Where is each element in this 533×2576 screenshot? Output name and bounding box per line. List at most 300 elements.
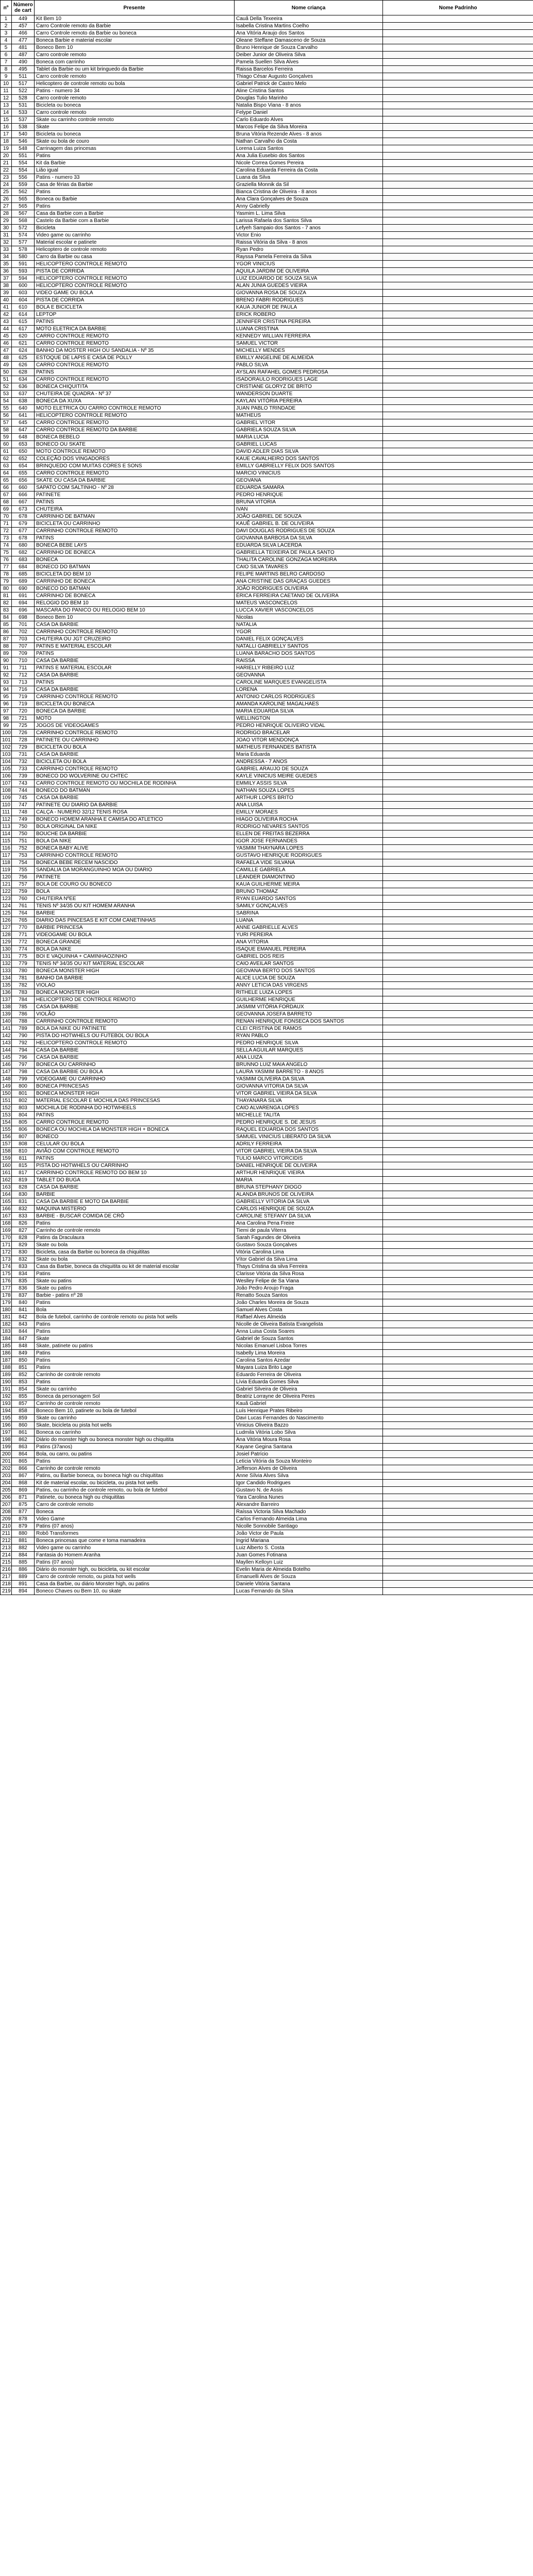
cell-godparent-name[interactable] xyxy=(383,1408,533,1415)
cell-child-name[interactable]: WELLINGTON xyxy=(235,715,383,722)
table-row[interactable] xyxy=(1,253,533,261)
table-row[interactable] xyxy=(1,1148,533,1155)
table-row[interactable] xyxy=(1,455,533,463)
cell-gift[interactable]: BONECA GRANDE xyxy=(35,939,235,946)
cell-gift[interactable]: PATINS xyxy=(35,369,235,376)
cell-card-number[interactable]: 621 xyxy=(12,340,35,347)
cell-gift[interactable]: VIOLÃO xyxy=(35,1011,235,1018)
cell-index[interactable]: 164 xyxy=(1,1191,12,1198)
cell-card-number[interactable]: 860 xyxy=(12,1422,35,1429)
cell-godparent-name[interactable] xyxy=(383,766,533,773)
cell-child-name[interactable]: Evelin Maria de Almeida Botelho xyxy=(235,1566,383,1573)
cell-gift[interactable]: TABLET DO BUGA xyxy=(35,1177,235,1184)
cell-card-number[interactable]: 857 xyxy=(12,1400,35,1408)
table-row[interactable] xyxy=(1,419,533,427)
cell-index[interactable]: 110 xyxy=(1,802,12,809)
cell-card-number[interactable]: 832 xyxy=(12,1206,35,1213)
cell-child-name[interactable]: ARTHUR LOPES BRITO xyxy=(235,794,383,802)
cell-child-name[interactable]: EMILLY MORAES xyxy=(235,809,383,816)
cell-godparent-name[interactable] xyxy=(383,398,533,405)
table-row[interactable] xyxy=(1,1256,533,1263)
cell-index[interactable]: 214 xyxy=(1,1552,12,1559)
cell-gift[interactable]: BOI E VAQUINHA + CAMINHAOZINHO xyxy=(35,953,235,960)
cell-godparent-name[interactable] xyxy=(383,679,533,686)
cell-index[interactable]: 132 xyxy=(1,960,12,968)
cell-card-number[interactable]: 728 xyxy=(12,737,35,744)
cell-gift[interactable]: CARRO CONTROLE REMOTO xyxy=(35,333,235,340)
cell-gift[interactable]: Patins (37anos) xyxy=(35,1444,235,1451)
cell-child-name[interactable]: Samuel Alves Costa xyxy=(235,1307,383,1314)
cell-card-number[interactable]: 863 xyxy=(12,1444,35,1451)
table-row[interactable] xyxy=(1,751,533,758)
cell-godparent-name[interactable] xyxy=(383,657,533,665)
table-row[interactable] xyxy=(1,1249,533,1256)
cell-child-name[interactable]: Larissa Rafaela dos Santos Silva xyxy=(235,217,383,225)
cell-gift[interactable]: Barbie - patins nº 28 xyxy=(35,1292,235,1299)
cell-card-number[interactable]: 677 xyxy=(12,528,35,535)
cell-index[interactable]: 149 xyxy=(1,1083,12,1090)
cell-index[interactable]: 41 xyxy=(1,304,12,311)
cell-card-number[interactable]: 894 xyxy=(12,1588,35,1595)
cell-index[interactable]: 43 xyxy=(1,318,12,326)
cell-child-name[interactable]: Vitória Carolina Lima xyxy=(235,1249,383,1256)
cell-godparent-name[interactable] xyxy=(383,1292,533,1299)
cell-gift[interactable]: Patins xyxy=(35,1379,235,1386)
cell-index[interactable]: 22 xyxy=(1,167,12,174)
cell-index[interactable]: 24 xyxy=(1,181,12,189)
cell-godparent-name[interactable] xyxy=(383,434,533,441)
cell-index[interactable]: 40 xyxy=(1,297,12,304)
cell-gift[interactable]: Skate ou carrinho xyxy=(35,1415,235,1422)
table-row[interactable] xyxy=(1,116,533,124)
cell-child-name[interactable]: RITHELE LUIZA LOPES xyxy=(235,989,383,996)
cell-index[interactable]: 136 xyxy=(1,989,12,996)
cell-child-name[interactable]: CLEI CRISTINA DE RAMOS xyxy=(235,1025,383,1032)
cell-child-name[interactable]: Lorena Luiza Santos xyxy=(235,145,383,152)
cell-child-name[interactable]: ANNY LETICIA DAS VIRGENS xyxy=(235,982,383,989)
table-row[interactable] xyxy=(1,383,533,391)
table-row[interactable] xyxy=(1,434,533,441)
cell-card-number[interactable]: 806 xyxy=(12,1126,35,1133)
cell-card-number[interactable]: 577 xyxy=(12,239,35,246)
cell-godparent-name[interactable] xyxy=(383,693,533,701)
cell-card-number[interactable]: 761 xyxy=(12,903,35,910)
table-row[interactable] xyxy=(1,1581,533,1588)
table-row[interactable] xyxy=(1,1270,533,1278)
cell-card-number[interactable]: 780 xyxy=(12,968,35,975)
cell-index[interactable]: 116 xyxy=(1,845,12,852)
cell-index[interactable]: 175 xyxy=(1,1270,12,1278)
cell-index[interactable]: 105 xyxy=(1,766,12,773)
cell-index[interactable]: 211 xyxy=(1,1530,12,1537)
cell-child-name[interactable]: GABRIELLY VITORIA DA SILVA xyxy=(235,1198,383,1206)
cell-child-name[interactable]: EMILLY GABRIELLY FELIX DOS SANTOS xyxy=(235,463,383,470)
cell-gift[interactable]: Boneca ou Barbie xyxy=(35,196,235,203)
cell-gift[interactable]: CASA DA BARBIE xyxy=(35,1047,235,1054)
cell-index[interactable]: 187 xyxy=(1,1357,12,1364)
cell-gift[interactable]: Skate xyxy=(35,1335,235,1343)
cell-index[interactable]: 123 xyxy=(1,895,12,903)
cell-gift[interactable]: Carro da Barbie ou casa xyxy=(35,253,235,261)
cell-godparent-name[interactable] xyxy=(383,405,533,412)
table-row[interactable] xyxy=(1,138,533,145)
cell-godparent-name[interactable] xyxy=(383,1581,533,1588)
cell-child-name[interactable]: MICHELLY MENDES xyxy=(235,347,383,354)
cell-child-name[interactable]: Victor Enio xyxy=(235,232,383,239)
table-row[interactable] xyxy=(1,1191,533,1198)
cell-child-name[interactable]: CAIO AVEILAR SANTOS xyxy=(235,960,383,968)
cell-godparent-name[interactable] xyxy=(383,665,533,672)
table-row[interactable] xyxy=(1,1501,533,1509)
cell-index[interactable]: 109 xyxy=(1,794,12,802)
cell-index[interactable]: 162 xyxy=(1,1177,12,1184)
table-row[interactable] xyxy=(1,1335,533,1343)
table-row[interactable] xyxy=(1,30,533,37)
cell-child-name[interactable]: Marcos Felipe da Silva Moreira xyxy=(235,124,383,131)
cell-gift[interactable]: Boneca da personagem Sol xyxy=(35,1393,235,1400)
cell-child-name[interactable]: João Victor de Paula xyxy=(235,1530,383,1537)
table-row[interactable] xyxy=(1,693,533,701)
cell-child-name[interactable]: ISADORAULO RODRIGUES LAGE xyxy=(235,376,383,383)
cell-index[interactable]: 193 xyxy=(1,1400,12,1408)
cell-godparent-name[interactable] xyxy=(383,23,533,30)
cell-card-number[interactable]: 533 xyxy=(12,109,35,116)
cell-child-name[interactable]: Carolina Santos Azedar xyxy=(235,1357,383,1364)
cell-card-number[interactable]: 832 xyxy=(12,1256,35,1263)
cell-card-number[interactable]: 719 xyxy=(12,701,35,708)
cell-index[interactable]: 90 xyxy=(1,657,12,665)
cell-godparent-name[interactable] xyxy=(383,982,533,989)
cell-godparent-name[interactable] xyxy=(383,44,533,52)
cell-godparent-name[interactable] xyxy=(383,225,533,232)
cell-index[interactable]: 188 xyxy=(1,1364,12,1371)
table-row[interactable] xyxy=(1,823,533,831)
cell-godparent-name[interactable] xyxy=(383,831,533,838)
cell-card-number[interactable]: 881 xyxy=(12,1537,35,1545)
table-row[interactable] xyxy=(1,910,533,917)
cell-child-name[interactable]: RENAN HENRIQUE FONSECA DOS SANTOS xyxy=(235,1018,383,1025)
cell-child-name[interactable]: Weslley Felipe de Sa Viana xyxy=(235,1278,383,1285)
cell-card-number[interactable]: 517 xyxy=(12,80,35,88)
cell-card-number[interactable]: 770 xyxy=(12,924,35,931)
cell-index[interactable]: 96 xyxy=(1,701,12,708)
cell-card-number[interactable]: 884 xyxy=(12,1552,35,1559)
cell-child-name[interactable]: RYAN PABLO xyxy=(235,1032,383,1040)
cell-godparent-name[interactable] xyxy=(383,282,533,290)
table-row[interactable] xyxy=(1,571,533,578)
cell-child-name[interactable]: Gabriel de Souza Santos xyxy=(235,1335,383,1343)
cell-child-name[interactable]: EDUARDA SILVA LACERDA xyxy=(235,542,383,549)
cell-child-name[interactable]: EMMILY ASSIS SILVA xyxy=(235,780,383,787)
table-row[interactable] xyxy=(1,1133,533,1141)
cell-godparent-name[interactable] xyxy=(383,1061,533,1069)
table-row[interactable] xyxy=(1,917,533,924)
cell-godparent-name[interactable] xyxy=(383,1069,533,1076)
cell-index[interactable]: 156 xyxy=(1,1133,12,1141)
cell-index[interactable]: 145 xyxy=(1,1054,12,1061)
cell-index[interactable]: 216 xyxy=(1,1566,12,1573)
cell-index[interactable]: 34 xyxy=(1,253,12,261)
cell-card-number[interactable]: 610 xyxy=(12,304,35,311)
cell-gift[interactable]: CARRO CONTROLE REMOTO xyxy=(35,362,235,369)
table-row[interactable] xyxy=(1,1465,533,1472)
cell-card-number[interactable]: 877 xyxy=(12,1509,35,1516)
cell-card-number[interactable]: 829 xyxy=(12,1242,35,1249)
cell-card-number[interactable]: 828 xyxy=(12,1184,35,1191)
cell-index[interactable]: 4 xyxy=(1,37,12,44)
cell-card-number[interactable]: 682 xyxy=(12,549,35,556)
cell-card-number[interactable]: 840 xyxy=(12,1299,35,1307)
cell-index[interactable]: 125 xyxy=(1,910,12,917)
cell-godparent-name[interactable] xyxy=(383,751,533,758)
table-row[interactable] xyxy=(1,859,533,867)
cell-gift[interactable]: Bola, ou carro, ou patins xyxy=(35,1451,235,1458)
cell-godparent-name[interactable] xyxy=(383,217,533,225)
cell-card-number[interactable]: 831 xyxy=(12,1198,35,1206)
table-row[interactable] xyxy=(1,1184,533,1191)
cell-godparent-name[interactable] xyxy=(383,326,533,333)
cell-gift[interactable]: Carro controle remoto xyxy=(35,95,235,102)
table-row[interactable] xyxy=(1,1379,533,1386)
cell-index[interactable]: 138 xyxy=(1,1004,12,1011)
cell-godparent-name[interactable] xyxy=(383,1588,533,1595)
cell-gift[interactable]: BONECO DO BATMAN xyxy=(35,564,235,571)
cell-gift[interactable]: BONECA BEBE LAYS xyxy=(35,542,235,549)
cell-card-number[interactable]: 755 xyxy=(12,867,35,874)
cell-child-name[interactable]: LUANA CRISTINA xyxy=(235,326,383,333)
cell-godparent-name[interactable] xyxy=(383,1371,533,1379)
cell-godparent-name[interactable] xyxy=(383,1472,533,1480)
cell-child-name[interactable]: Natalia Bispo Viana - 8 anos xyxy=(235,102,383,109)
table-row[interactable] xyxy=(1,1025,533,1032)
cell-card-number[interactable]: 721 xyxy=(12,715,35,722)
cell-godparent-name[interactable] xyxy=(383,311,533,318)
cell-godparent-name[interactable] xyxy=(383,903,533,910)
cell-godparent-name[interactable] xyxy=(383,1350,533,1357)
cell-godparent-name[interactable] xyxy=(383,1379,533,1386)
table-row[interactable] xyxy=(1,1357,533,1364)
cell-index[interactable]: 29 xyxy=(1,217,12,225)
cell-godparent-name[interactable] xyxy=(383,600,533,607)
cell-gift[interactable]: BICICLETA OU BOLA xyxy=(35,758,235,766)
cell-child-name[interactable]: Carolina Eduarda Ferreira da Costa xyxy=(235,167,383,174)
cell-card-number[interactable]: 537 xyxy=(12,116,35,124)
cell-child-name[interactable]: BRUNA VITORIA xyxy=(235,499,383,506)
cell-gift[interactable]: BONECA MONSTER HIGH xyxy=(35,1090,235,1097)
cell-gift[interactable]: Bicicleta ou boneca xyxy=(35,131,235,138)
cell-card-number[interactable]: 748 xyxy=(12,809,35,816)
table-row[interactable] xyxy=(1,203,533,210)
cell-gift[interactable]: Casa da Barbie, ou diário Monster high, ou patins xyxy=(35,1581,235,1588)
cell-godparent-name[interactable] xyxy=(383,794,533,802)
cell-godparent-name[interactable] xyxy=(383,1105,533,1112)
cell-child-name[interactable]: ANA CRISTINE DAS GRAÇAS GUEDES xyxy=(235,578,383,585)
cell-child-name[interactable]: Luís Henrique Prates Ribeiro xyxy=(235,1408,383,1415)
cell-card-number[interactable]: 875 xyxy=(12,1501,35,1509)
cell-gift[interactable]: Skate ou patins xyxy=(35,1285,235,1292)
cell-card-number[interactable]: 764 xyxy=(12,910,35,917)
cell-gift[interactable]: CARRINHO CONTROLE REMOTO xyxy=(35,766,235,773)
cell-card-number[interactable]: 725 xyxy=(12,722,35,730)
table-row[interactable] xyxy=(1,1350,533,1357)
cell-child-name[interactable]: Vítor Gabriel da Silva Lima xyxy=(235,1256,383,1263)
cell-index[interactable]: 55 xyxy=(1,405,12,412)
table-row[interactable] xyxy=(1,665,533,672)
cell-gift[interactable]: CASA DA BARBIE xyxy=(35,1004,235,1011)
cell-godparent-name[interactable] xyxy=(383,578,533,585)
cell-card-number[interactable]: 559 xyxy=(12,181,35,189)
table-row[interactable] xyxy=(1,167,533,174)
cell-index[interactable]: 128 xyxy=(1,931,12,939)
cell-card-number[interactable]: 757 xyxy=(12,881,35,888)
table-row[interactable] xyxy=(1,59,533,66)
cell-godparent-name[interactable] xyxy=(383,1213,533,1220)
cell-child-name[interactable]: RODRIGO NEVARES SANTOS xyxy=(235,823,383,831)
cell-godparent-name[interactable] xyxy=(383,1566,533,1573)
cell-card-number[interactable]: 852 xyxy=(12,1371,35,1379)
table-row[interactable] xyxy=(1,542,533,549)
cell-godparent-name[interactable] xyxy=(383,852,533,859)
cell-godparent-name[interactable] xyxy=(383,953,533,960)
table-row[interactable] xyxy=(1,297,533,304)
table-row[interactable] xyxy=(1,261,533,268)
cell-index[interactable]: 79 xyxy=(1,578,12,585)
cell-child-name[interactable]: GABRIEL LUCAS xyxy=(235,441,383,448)
cell-gift[interactable]: Video game ou carrinho xyxy=(35,1545,235,1552)
table-row[interactable] xyxy=(1,412,533,419)
cell-index[interactable]: 8 xyxy=(1,66,12,73)
cell-gift[interactable]: AVIÃO COM CONTROLE REMOTO xyxy=(35,1148,235,1155)
cell-godparent-name[interactable] xyxy=(383,787,533,794)
cell-godparent-name[interactable] xyxy=(383,1047,533,1054)
cell-card-number[interactable]: 784 xyxy=(12,996,35,1004)
cell-godparent-name[interactable] xyxy=(383,780,533,787)
cell-godparent-name[interactable] xyxy=(383,1314,533,1321)
table-row[interactable] xyxy=(1,845,533,852)
table-row[interactable] xyxy=(1,636,533,643)
cell-gift[interactable]: Diário do monster high ou boneca monster high ou chiquitita xyxy=(35,1436,235,1444)
table-row[interactable] xyxy=(1,1386,533,1393)
cell-child-name[interactable]: ANA LUIZA xyxy=(235,1054,383,1061)
cell-child-name[interactable]: DANIEL FELIX GONÇALVES xyxy=(235,636,383,643)
cell-index[interactable]: 97 xyxy=(1,708,12,715)
cell-index[interactable]: 3 xyxy=(1,30,12,37)
cell-godparent-name[interactable] xyxy=(383,513,533,520)
cell-card-number[interactable]: 862 xyxy=(12,1436,35,1444)
cell-godparent-name[interactable] xyxy=(383,636,533,643)
cell-card-number[interactable]: 636 xyxy=(12,383,35,391)
cell-index[interactable]: 155 xyxy=(1,1126,12,1133)
cell-card-number[interactable]: 572 xyxy=(12,225,35,232)
cell-index[interactable]: 57 xyxy=(1,419,12,427)
cell-gift[interactable]: Patins - numero 33 xyxy=(35,174,235,181)
cell-godparent-name[interactable] xyxy=(383,708,533,715)
cell-card-number[interactable]: 880 xyxy=(12,1530,35,1537)
cell-child-name[interactable]: PEDRO HENRIQUE xyxy=(235,492,383,499)
cell-godparent-name[interactable] xyxy=(383,571,533,578)
cell-gift[interactable]: Fantasia do Homem Aranha xyxy=(35,1552,235,1559)
cell-child-name[interactable]: GIOVANNA VITORIA DA SILVA xyxy=(235,1083,383,1090)
cell-child-name[interactable]: BRUNO THOMAZ xyxy=(235,888,383,895)
cell-gift[interactable]: HELICOPTERO CONTROLE REMOTO xyxy=(35,261,235,268)
table-row[interactable] xyxy=(1,946,533,953)
cell-child-name[interactable]: Clarisse Vitória da Silva Rosa xyxy=(235,1270,383,1278)
cell-card-number[interactable]: 538 xyxy=(12,124,35,131)
cell-godparent-name[interactable] xyxy=(383,253,533,261)
cell-godparent-name[interactable] xyxy=(383,354,533,362)
cell-godparent-name[interactable] xyxy=(383,1227,533,1234)
cell-card-number[interactable]: 833 xyxy=(12,1213,35,1220)
cell-card-number[interactable]: 546 xyxy=(12,138,35,145)
table-row[interactable] xyxy=(1,225,533,232)
cell-child-name[interactable]: GEOVANA xyxy=(235,477,383,484)
cell-gift[interactable]: Boneca xyxy=(35,1509,235,1516)
cell-child-name[interactable]: Luana da Silva xyxy=(235,174,383,181)
cell-index[interactable]: 173 xyxy=(1,1256,12,1263)
cell-child-name[interactable]: ALANDA BRUNOS DE OLIVEIRA xyxy=(235,1191,383,1198)
cell-child-name[interactable]: BRUNNO LUIZ MAIA ANGELO xyxy=(235,1061,383,1069)
cell-godparent-name[interactable] xyxy=(383,960,533,968)
cell-index[interactable]: 10 xyxy=(1,80,12,88)
table-row[interactable] xyxy=(1,23,533,30)
cell-child-name[interactable]: Juan Gomes Fotinana xyxy=(235,1552,383,1559)
cell-gift[interactable]: Patins - numero 34 xyxy=(35,88,235,95)
cell-gift[interactable]: BOLA DA NIKE OU PATINETE xyxy=(35,1025,235,1032)
cell-child-name[interactable]: CAIO SILVA TAVARES xyxy=(235,564,383,571)
cell-card-number[interactable]: 781 xyxy=(12,975,35,982)
cell-child-name[interactable]: ALICE LUCIA DE SOUZA xyxy=(235,975,383,982)
cell-index[interactable]: 122 xyxy=(1,888,12,895)
table-row[interactable] xyxy=(1,607,533,614)
cell-godparent-name[interactable] xyxy=(383,1054,533,1061)
cell-index[interactable]: 172 xyxy=(1,1249,12,1256)
table-row[interactable] xyxy=(1,1040,533,1047)
cell-card-number[interactable]: 652 xyxy=(12,455,35,463)
cell-godparent-name[interactable] xyxy=(383,116,533,124)
cell-child-name[interactable]: LEANDER DIAMONTINO xyxy=(235,874,383,881)
table-row[interactable] xyxy=(1,585,533,592)
table-row[interactable] xyxy=(1,1242,533,1249)
table-row[interactable] xyxy=(1,189,533,196)
cell-child-name[interactable]: Kauã Gabriel xyxy=(235,1400,383,1408)
cell-gift[interactable]: MOCHILA DE RODINHA DO HOTWHEELS xyxy=(35,1105,235,1112)
cell-gift[interactable]: PATINETE OU DIARIO DA BARBIE xyxy=(35,802,235,809)
table-row[interactable] xyxy=(1,1400,533,1408)
cell-godparent-name[interactable] xyxy=(383,1422,533,1429)
cell-index[interactable]: 101 xyxy=(1,737,12,744)
cell-card-number[interactable]: 594 xyxy=(12,275,35,282)
cell-index[interactable]: 13 xyxy=(1,102,12,109)
cell-index[interactable]: 50 xyxy=(1,369,12,376)
cell-child-name[interactable]: VITOR GABRIEL VIEIRA DA SILVA xyxy=(235,1148,383,1155)
cell-child-name[interactable]: BRUNA STEPHANY DIOGO xyxy=(235,1184,383,1191)
cell-index[interactable]: 58 xyxy=(1,427,12,434)
cell-child-name[interactable]: Eduardo Ferreira de Oliveira xyxy=(235,1371,383,1379)
cell-child-name[interactable]: CAIO ALVARENGA LOPES xyxy=(235,1105,383,1112)
cell-index[interactable]: 131 xyxy=(1,953,12,960)
cell-child-name[interactable]: João Pedro Aroujo Fraga xyxy=(235,1285,383,1292)
cell-gift[interactable]: Carro controle remoto xyxy=(35,73,235,80)
cell-index[interactable]: 119 xyxy=(1,867,12,874)
cell-godparent-name[interactable] xyxy=(383,556,533,564)
cell-card-number[interactable]: 614 xyxy=(12,311,35,318)
cell-card-number[interactable]: 750 xyxy=(12,823,35,831)
table-row[interactable] xyxy=(1,318,533,326)
cell-gift[interactable]: BOLA DE COURO OU BONECO xyxy=(35,881,235,888)
cell-card-number[interactable]: 848 xyxy=(12,1343,35,1350)
table-row[interactable] xyxy=(1,1234,533,1242)
cell-godparent-name[interactable] xyxy=(383,347,533,354)
